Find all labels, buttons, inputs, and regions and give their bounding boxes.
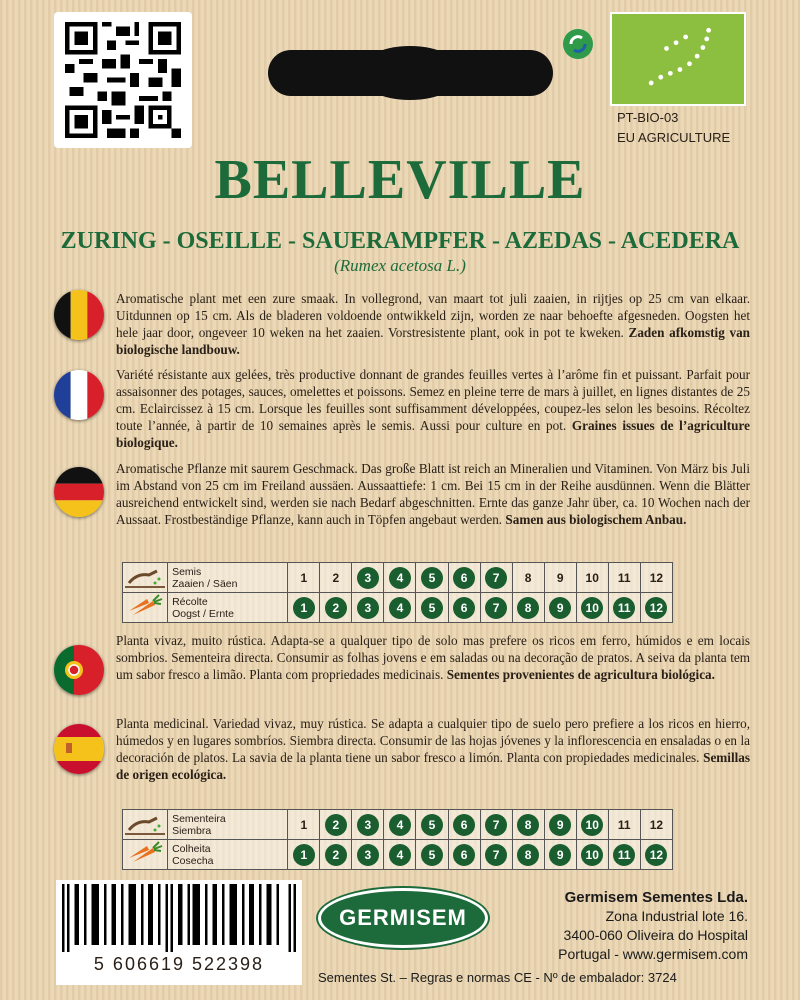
month-number: 2 <box>332 570 340 585</box>
barcode-icon <box>62 884 296 952</box>
month-number: 12 <box>649 570 664 585</box>
green-dot-icon <box>562 28 594 60</box>
month-number: 8 <box>524 570 532 585</box>
month-cell <box>608 840 640 870</box>
paragraph-spanish-organic: Semillas de origen ecológica. <box>116 750 750 782</box>
month-cell <box>544 810 576 840</box>
month-cell <box>512 810 544 840</box>
common-names: ZURING - OSEILLE - SAUERAMPFER - AZEDAS - ACEDERA <box>60 228 740 254</box>
month-number: 9 <box>556 570 564 585</box>
harvest-label <box>168 593 288 623</box>
month-number: 4 <box>389 597 411 619</box>
paragraph-portuguese-text: Planta vivaz, muito rústica. Adapta-se a qualquer tipo de solo mas prefere os ricos em ferro, húmidos e em locais sombrios. Sementeira directa. Consumir as folhas jovens e em saladas ou na decoração de pratos. A seiva da planta tem um sabor fresco a limão. Planta com propriedades medicinais. <box>116 633 750 682</box>
month-cell <box>480 563 512 593</box>
month-number: 8 <box>517 814 539 836</box>
month-cell <box>576 840 608 870</box>
variety-title: BELLEVILLE <box>214 149 586 211</box>
month-cell <box>640 593 672 623</box>
month-cell <box>384 563 416 593</box>
month-cell <box>448 810 480 840</box>
paragraph-german-text: Aromatische Pflanze mit saurem Geschmack. Das große Blatt ist reich an Mineralien und Vitaminen. Von März bis Juli im Abstand von 25 cm im Freiland aussäen. Aussaattiefe: 1 cm. Bei 15 cm in der Reihe ausdünnen. Wenn die Blätter ausreichend entwickelt sind, werden sie nach Bedarf abgeschnitten. Ernte das ganze Jahr über, ca. 10 Wochen nach der Aussaat. Frostbeständige Pflanze, kann auch in Töpfen angebaut werden. <box>116 461 750 527</box>
month-number: 4 <box>389 844 411 866</box>
sowing-label-line1: Sementeira <box>172 812 226 825</box>
flag-germany-icon <box>54 467 104 517</box>
month-number: 2 <box>325 844 347 866</box>
month-number: 9 <box>549 844 571 866</box>
month-cell <box>448 593 480 623</box>
paragraph-french-organic: Graines issues de l’agriculture biologique. <box>116 418 750 450</box>
month-cell <box>352 810 384 840</box>
flag-france-icon <box>54 370 104 420</box>
paragraph-spanish <box>116 715 750 783</box>
month-number: 3 <box>357 844 379 866</box>
qr-code-icon <box>64 22 182 138</box>
month-cell <box>320 810 352 840</box>
company-name: Germisem Sementes Lda. <box>564 889 748 906</box>
month-number: 5 <box>421 814 443 836</box>
month-cell <box>416 840 448 870</box>
month-cell <box>448 840 480 870</box>
harvest-label-line1: Récolte <box>172 595 208 608</box>
harvest-carrot-icon <box>123 593 168 623</box>
month-cell <box>352 563 384 593</box>
month-cell <box>608 810 640 840</box>
sowing-label <box>168 810 288 840</box>
month-cell <box>288 840 320 870</box>
paragraph-french-text: Variété résistante aux gelées, très productive donnant de grandes feuilles vertes à l’arôme fin et puissant. Parfait pour assaisonner des potages, sauces, omelettes et poissons. Semez en pleine terre de mars à juillet, en lignes distantes de 25 cm. Eclaircissez à 15 cm. Lorsque les feuilles sont suffisamment développées, coupez-les selon les besoins. Récoltez toute l’année, à partir de 10 semaines après le semis. Aussi pour culture en pot. <box>116 367 750 433</box>
month-cell <box>288 593 320 623</box>
month-cell <box>640 840 672 870</box>
month-number: 1 <box>300 817 308 832</box>
harvest-label <box>168 840 288 870</box>
month-number: 5 <box>421 567 443 589</box>
month-cell <box>576 593 608 623</box>
month-number: 6 <box>453 814 475 836</box>
sowing-row <box>123 563 673 593</box>
month-number: 11 <box>617 570 631 585</box>
sowing-label-line2: Siembra <box>172 824 212 837</box>
month-number: 6 <box>453 567 475 589</box>
month-number: 11 <box>617 817 631 832</box>
paragraph-german-organic: Samen aus biologischem Anbau. <box>505 512 687 527</box>
germisem-logo: GERMISEM <box>318 888 488 948</box>
month-cell <box>384 840 416 870</box>
month-cell <box>416 593 448 623</box>
month-cell <box>384 593 416 623</box>
month-cell <box>480 840 512 870</box>
month-number: 10 <box>581 597 603 619</box>
flag-portugal-icon <box>54 645 104 695</box>
eu-organic-leaf-logo <box>610 12 746 106</box>
month-number: 11 <box>613 844 635 866</box>
paragraph-german <box>116 460 750 528</box>
month-number: 10 <box>585 570 599 585</box>
month-number: 4 <box>389 567 411 589</box>
month-cell <box>480 593 512 623</box>
month-number: 5 <box>421 597 443 619</box>
month-number: 4 <box>389 814 411 836</box>
month-number: 3 <box>357 567 379 589</box>
month-cell <box>352 593 384 623</box>
barcode <box>56 880 302 985</box>
company-address-line2: 3400-060 Oliveira do Hospital <box>563 927 748 943</box>
harvest-row <box>123 593 673 623</box>
month-number: 2 <box>325 814 347 836</box>
month-number: 11 <box>613 597 635 619</box>
harvest-label-line1: Colheita <box>172 842 211 855</box>
eu-organic-leaf-icon <box>612 14 744 104</box>
month-number: 9 <box>549 597 571 619</box>
certification-origin: EU AGRICULTURE <box>617 130 731 145</box>
month-cell <box>320 840 352 870</box>
month-cell <box>480 810 512 840</box>
month-cell <box>512 563 544 593</box>
month-number: 5 <box>421 844 443 866</box>
month-number: 7 <box>485 814 507 836</box>
month-number: 6 <box>453 597 475 619</box>
month-cell <box>384 810 416 840</box>
month-number: 9 <box>549 814 571 836</box>
flag-belgium-icon <box>54 290 104 340</box>
month-cell <box>320 563 352 593</box>
certification-code <box>617 108 730 148</box>
barcode-number: 5 606619 522398 <box>93 954 265 974</box>
paragraph-spanish-text: Planta medicinal. Variedad vivaz, muy rústica. Se adapta a cualquier tipo de suelo pero prefiere a los ricos en hierro, húmedos y en lugares sombríos. Siembra directa. Consumir de las hojas jóvenes y la inflorescencia en ensaladas o en la decoración de platos. La savia de la planta tiene un sabor fresco a limón. Planta con propiedades medicinales. <box>116 716 750 765</box>
paragraph-dutch-organic: Zaden afkomstig van biologische landbouw. <box>116 325 751 357</box>
month-number: 1 <box>293 844 315 866</box>
month-number: 3 <box>357 814 379 836</box>
month-cell <box>288 563 320 593</box>
month-number: 8 <box>517 597 539 619</box>
month-cell <box>416 810 448 840</box>
month-cell <box>640 563 672 593</box>
month-cell <box>544 563 576 593</box>
month-number: 3 <box>357 597 379 619</box>
month-number: 2 <box>325 597 347 619</box>
company-address <box>558 888 748 964</box>
month-cell <box>288 810 320 840</box>
sowing-row <box>123 810 673 840</box>
month-cell <box>512 840 544 870</box>
month-number: 8 <box>517 844 539 866</box>
month-number: 12 <box>645 844 667 866</box>
sowing-label <box>168 563 288 593</box>
paragraph-portuguese-organic: Sementes provenientes de agricultura biológica. <box>446 667 715 682</box>
month-cell <box>608 593 640 623</box>
harvest-carrot-icon <box>123 840 168 870</box>
month-cell <box>448 563 480 593</box>
harvest-label-line2: Oogst / Ernte <box>172 607 234 620</box>
month-cell <box>576 810 608 840</box>
sowing-harvest-calendar-fr-nl-de <box>122 562 673 623</box>
sowing-label-line2: Zaaien / Säen <box>172 577 238 590</box>
company-address-line3: Portugal - www.germisem.com <box>558 946 748 962</box>
month-number: 7 <box>485 567 507 589</box>
sowing-label-line1: Semis <box>172 565 202 578</box>
month-cell <box>544 840 576 870</box>
month-cell <box>512 593 544 623</box>
paragraph-dutch <box>116 290 750 358</box>
paragraph-portuguese <box>116 632 750 683</box>
month-number: 10 <box>581 814 603 836</box>
month-cell <box>608 563 640 593</box>
month-number: 7 <box>485 844 507 866</box>
month-cell <box>576 563 608 593</box>
month-number: 12 <box>645 597 667 619</box>
paragraph-french <box>116 366 750 451</box>
month-cell <box>416 563 448 593</box>
sowing-hand-icon <box>123 810 168 840</box>
month-cell <box>320 593 352 623</box>
latin-name: (Rumex acetosa L.) <box>334 256 466 275</box>
legal-notice: Sementes St. – Regras e normas CE - Nº de embalador: 3724 <box>318 970 677 985</box>
month-number: 1 <box>300 570 308 585</box>
month-number: 12 <box>649 817 664 832</box>
harvest-row <box>123 840 673 870</box>
hanging-slot <box>268 50 553 96</box>
harvest-label-line2: Cosecha <box>172 854 214 867</box>
sowing-hand-icon <box>123 563 168 593</box>
company-address-line1: Zona Industrial lote 16. <box>605 908 748 924</box>
month-number: 6 <box>453 844 475 866</box>
paragraph-dutch-text: Aromatische plant met een zure smaak. In vollegrond, van maart tot juli zaaien, in rijtjes op 25 cm van elkaar. Uitdunnen op 15 cm. Als de bladeren voldoende ontwikkeld zijn, worden ze naar behoefte afgesneden. Oogsten het hele jaar door, ongeveer 10 weken na het zaaien. Vorstresistente plant, ook in pot te kweken. <box>116 291 750 340</box>
qr-code <box>54 12 192 148</box>
month-number: 10 <box>581 844 603 866</box>
certification-code-line: PT-BIO-03 <box>617 110 679 125</box>
sowing-harvest-calendar-pt-es <box>122 809 673 870</box>
month-number: 1 <box>293 597 315 619</box>
month-cell <box>352 840 384 870</box>
month-cell <box>544 593 576 623</box>
flag-spain-icon <box>54 724 104 774</box>
month-number: 7 <box>485 597 507 619</box>
month-cell <box>640 810 672 840</box>
